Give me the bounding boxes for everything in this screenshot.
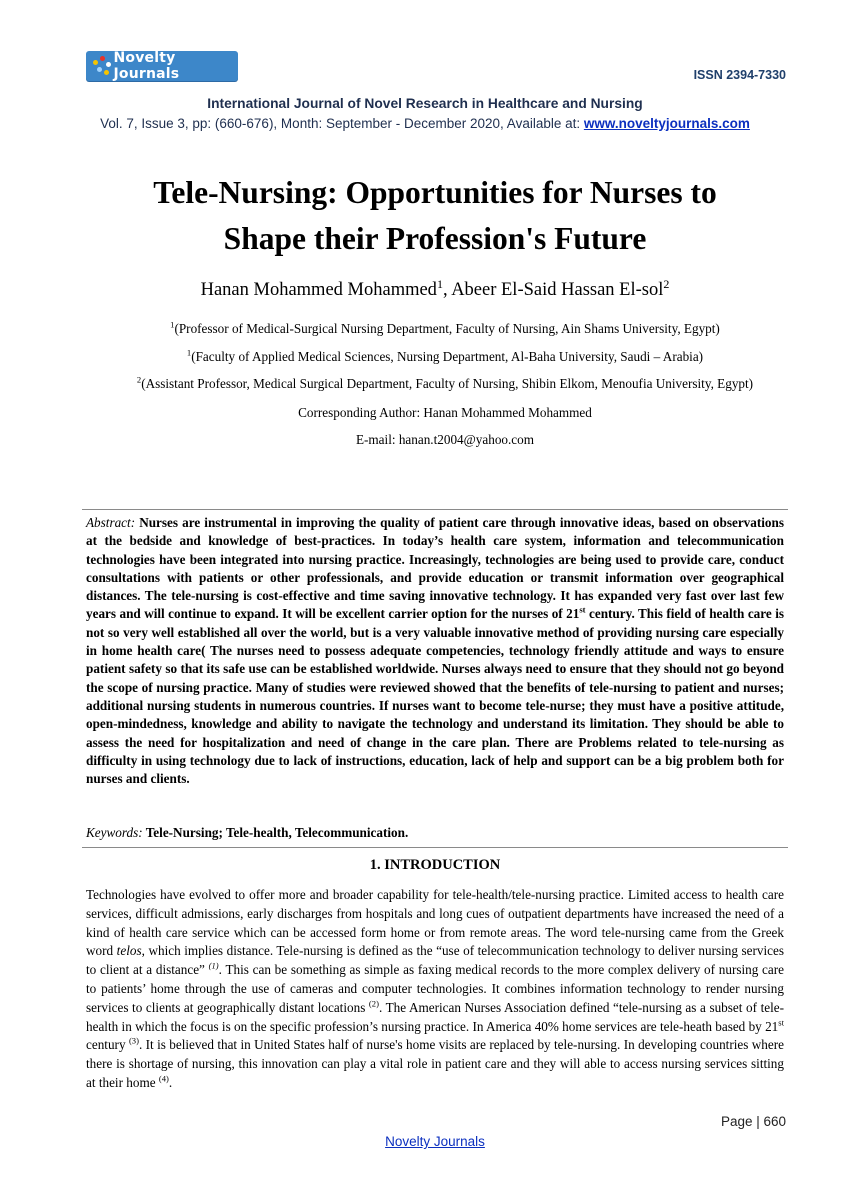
footer-publisher-link[interactable]: Novelty Journals bbox=[385, 1134, 485, 1149]
affiliation-2-text: (Faculty of Applied Medical Sciences, Nursing Department, Al-Baha University, Saudi – Arabia) bbox=[191, 349, 704, 364]
affiliation-3-sup: 2 bbox=[136, 374, 142, 385]
volume-text: Vol. 7, Issue 3, pp: (660-676), Month: September - December 2020, Available at: bbox=[100, 116, 584, 131]
intro-text-7: . bbox=[168, 1074, 173, 1090]
volume-info bbox=[0, 116, 850, 131]
abstract-label: Abstract: bbox=[86, 515, 136, 530]
intro-text-1: Technologies have evolved to offer more and broader capability for tele-health/tele-nursing practice. Limited access to health care services, difficult admissions, early discharges from hospitals and long cues of outpatient departments have increased the need of a kind of health care service which can be accessed form home or from remote areas. The word tele-nursing came from the Greek word bbox=[86, 887, 784, 959]
divider-bottom bbox=[82, 847, 788, 848]
novelty-journals-logo[interactable] bbox=[86, 51, 238, 81]
abstract-text-2: century. This field of health care is not so very well established all over the world, but is a very valuable innovative method of providing nursing care especially in home health care( The nurses need to possess adequate competencies, technology friendly attitude and ways to ensure patient safety so that its safe use can be established worldwide. Nurses always need to ensure that they should not go beyond the scope of nursing practice. Many of studies were reviewed showed that the benefits of tele-nursing to patient and nurses; additional nursing students in numerous countries. If nurses want to become tele-nurse; they must have a positive attitude, open-mindedness, knowledge and ability to navigate the technology and understand its limitation. They should be able to assess the need for hospitalization and need of change in the care plan. There are Problems related to tele-nursing as difficulty in using technology due to lack of instructions, education, lack of help and support can be a big problem both for nurses and clients. bbox=[86, 606, 784, 787]
title-line-2: Shape their Profession's Future bbox=[223, 221, 647, 256]
page-number: Page | 660 bbox=[720, 1114, 786, 1129]
logo-text: Novelty Journals bbox=[113, 50, 180, 82]
intro-text-3: . This can be something as simple as faxing medical records to the more complex delivery of nursing care to patients’ home through the use of cameras and computer technologies. It combines information technology to render nursing services to clients at geographically distant locations bbox=[86, 962, 785, 1015]
section-heading: 1. INTRODUCTION bbox=[369, 857, 501, 873]
author-1: Hanan Mohammed Mohammed bbox=[200, 280, 437, 300]
intro-ref-2: (2) bbox=[368, 998, 379, 1009]
intro-ref-3: (3) bbox=[128, 1035, 139, 1046]
authors bbox=[0, 276, 850, 301]
divider-top bbox=[82, 509, 788, 510]
intro-paragraph bbox=[86, 886, 784, 1093]
abstract bbox=[86, 514, 784, 788]
issn: ISSN 2394-7330 bbox=[693, 68, 786, 82]
intro-text-5: century bbox=[86, 1037, 129, 1053]
intro-text-4: . The American Nurses Association defined “tele-nursing as a subset of tele-health in which the focus is on the specific profession’s nursing practice. In America 40% home services are tele-heath based by 21 bbox=[86, 999, 784, 1034]
affiliation-3-text: (Assistant Professor, Medical Surgical Department, Faculty of Nursing, Shibin Elkom, Menoufia University, Egypt) bbox=[141, 376, 754, 391]
abstract-text-1: Nurses are instrumental in improving the quality of patient care through innovative ideas, based on observations at the bedside and knowledge of best-practices. In today’s health care system, information and telecommunication technologies have been integrated into nursing practice. Increasingly, technologies are being used to provide care, conduct consultations with patients or other professionals, and provide education or transmit information over geographical distances. The tele-nursing is cost-effective and time saving innovative technology. It has expanded very fast over last few years and will continue to expand. It will be excellent carrier option for the nurses of 21 bbox=[86, 515, 784, 622]
keywords-label: Keywords: bbox=[86, 825, 143, 840]
journal-name: International Journal of Novel Research in Healthcare and Nursing bbox=[207, 96, 643, 111]
author-2: Abeer El-Said Hassan El-sol bbox=[451, 280, 664, 300]
website-link[interactable]: www.noveltyjournals.com bbox=[583, 116, 750, 131]
affiliation-3 bbox=[0, 376, 850, 392]
logo-dots-icon bbox=[91, 54, 113, 78]
author-2-sup: 2 bbox=[663, 276, 670, 291]
abstract-sup: st bbox=[579, 605, 586, 616]
intro-text-6: . It is believed that in United States half of nurse's home visits are replaced by tele-nursing. In developing countries where there is shortage of nursing, this innovation can play a vital role in patient care and they will able to access nursing services sitting at their home bbox=[86, 1037, 784, 1090]
title-line-1: Tele-Nursing: Opportunities for Nurses to bbox=[153, 175, 717, 210]
keywords-text: Tele-Nursing; Tele-health, Telecommunication. bbox=[142, 825, 409, 840]
intro-sup-st: st bbox=[778, 1017, 784, 1028]
intro-telos: telos bbox=[116, 943, 142, 959]
keywords bbox=[86, 825, 408, 841]
intro-ref-4: (4) bbox=[158, 1073, 169, 1084]
affiliation-1-sup: 1 bbox=[170, 319, 175, 330]
affiliation-2-sup: 1 bbox=[186, 347, 192, 358]
corresponding-author: Corresponding Author: Hanan Mohammed Mohammed bbox=[298, 405, 592, 420]
intro-ref-1: (1) bbox=[208, 960, 219, 971]
author-sep: , bbox=[442, 280, 452, 300]
article-title bbox=[0, 170, 850, 262]
affiliation-2 bbox=[0, 349, 850, 365]
author-1-sup: 1 bbox=[436, 276, 443, 291]
affiliation-1-text: (Professor of Medical-Surgical Nursing Department, Faculty of Nursing, Ain Shams University, Egypt) bbox=[174, 321, 720, 336]
email: E-mail: hanan.t2004@yahoo.com bbox=[355, 432, 535, 447]
affiliation-1 bbox=[0, 321, 850, 337]
intro-text-2: , which implies distance. Tele-nursing is defined as the “use of telecommunication technology to deliver nursing services to client at a distance” bbox=[86, 943, 784, 978]
